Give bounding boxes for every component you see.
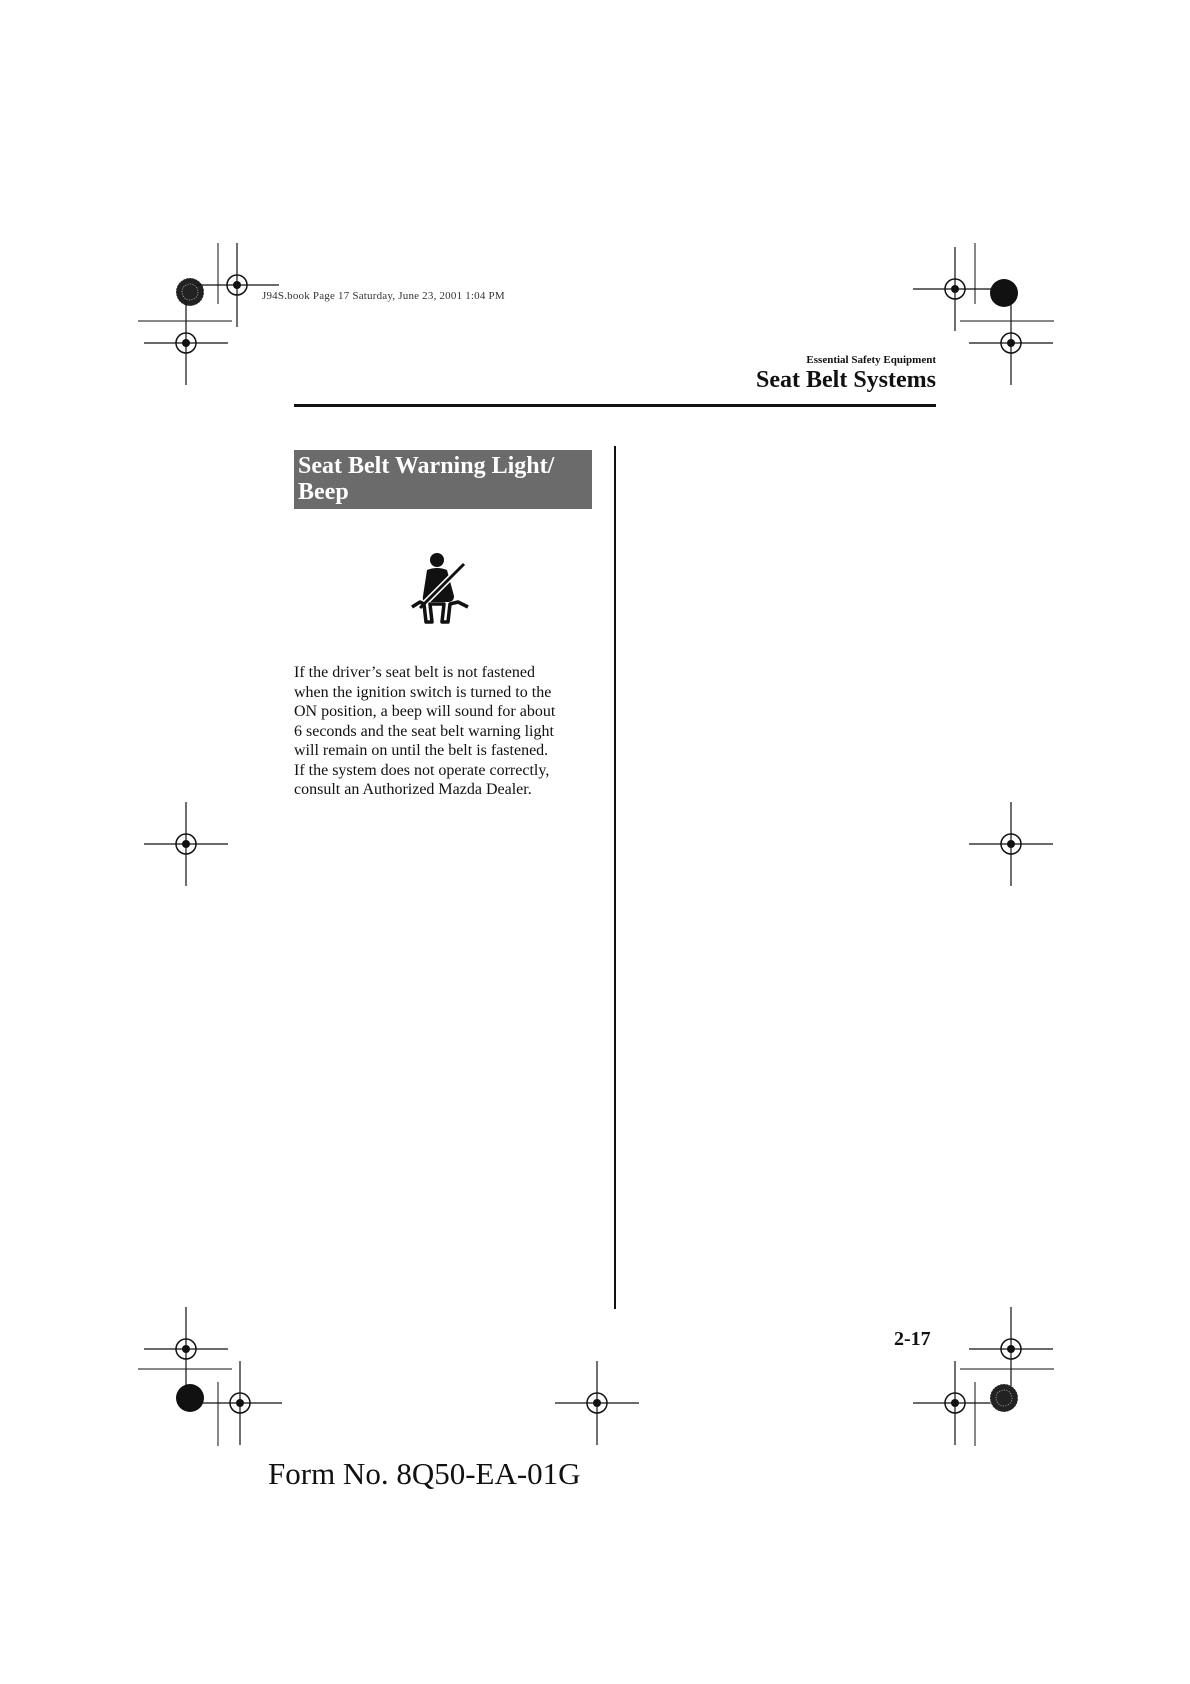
body-line: when the ignition switch is turned to the: [294, 683, 552, 701]
section-label: Essential Safety Equipment: [806, 354, 936, 366]
registration-cross-mid-right: [969, 802, 1053, 886]
page-number: 2-17: [894, 1328, 931, 1350]
body-line: ON position, a beep will sound for about: [294, 703, 556, 720]
registration-dot-bottom-left: [176, 1384, 204, 1412]
body-line: If the system does not operate correctly,: [294, 761, 550, 779]
seat-belt-warning-icon: [410, 552, 472, 625]
file-info: J94S.book Page 17 Saturday, June 23, 2001 1:04 PM: [262, 290, 505, 302]
body-line: consult an Authorized Mazda Dealer.: [294, 781, 532, 798]
registration-cross-mid-left: [144, 802, 228, 886]
body-line: If the driver’s seat belt is not fastened: [294, 664, 535, 681]
registration-cross-bottom-center: [555, 1361, 639, 1445]
registration-cross-top-left: [195, 243, 279, 327]
heading-box: [294, 450, 592, 509]
registration-cross-bottom-right: [913, 1361, 997, 1445]
registration-star-top-left: [176, 278, 204, 306]
body-paragraph: [294, 663, 594, 800]
registration-cross-right-upper: [969, 301, 1053, 385]
registration-star-bottom-right: [990, 1384, 1018, 1412]
form-number: Form No. 8Q50-EA-01G: [268, 1456, 581, 1491]
registration-dot-top-right: [990, 279, 1018, 307]
registration-cross-left-upper: [144, 301, 228, 385]
registration-cross-right-lower: [969, 1307, 1053, 1391]
heading-line-2: Beep: [298, 479, 349, 505]
section-title: Seat Belt Systems: [756, 367, 936, 393]
registration-cross-left-lower: [144, 1307, 228, 1391]
heading-line-1: Seat Belt Warning Light/: [298, 453, 555, 479]
header-rule: [294, 404, 936, 407]
registration-cross-bottom-left: [198, 1361, 282, 1445]
body-line: will remain on until the belt is fastened.: [294, 742, 549, 759]
body-line: 6 seconds and the seat belt warning light: [294, 722, 554, 740]
column-divider: [614, 446, 616, 1309]
registration-cross-top-right: [913, 247, 997, 331]
